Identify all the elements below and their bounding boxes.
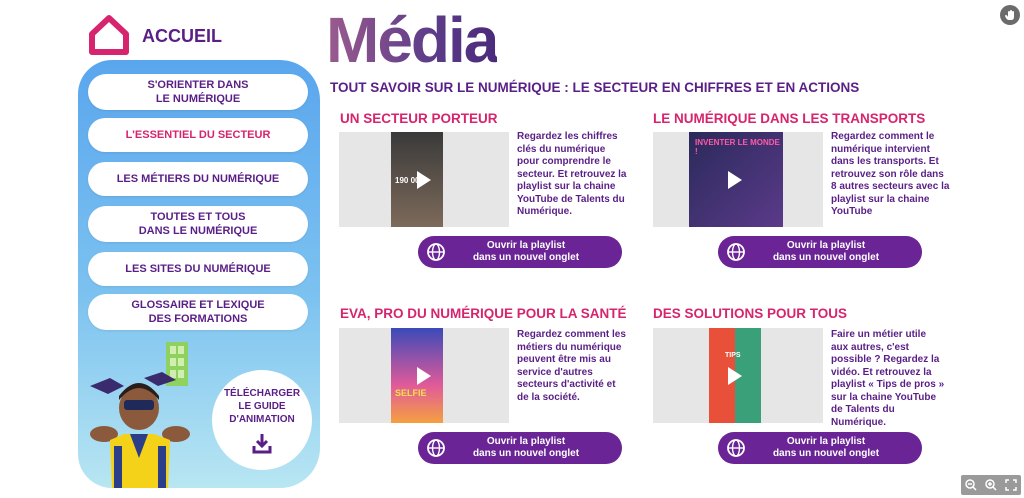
open-playlist-label: Ouvrir la playlist dans un nouvel onglet: [772, 239, 880, 263]
open-playlist-label: Ouvrir la playlist dans un nouvel onglet: [472, 239, 580, 263]
globe-icon: [426, 438, 446, 458]
thumb-caption: SELFIE: [395, 388, 427, 398]
media-title: Média: [326, 4, 498, 76]
globe-icon: [726, 242, 746, 262]
sidebar-item-toutes-et-tous[interactable]: TOUTES ET TOUS DANS LE NUMÉRIQUE: [88, 206, 308, 242]
open-playlist-label: Ouvrir la playlist dans un nouvel onglet: [772, 435, 880, 459]
thumb-caption: 190 000: [395, 176, 424, 185]
sidebar-item-glossaire[interactable]: GLOSSAIRE ET LEXIQUE DES FORMATIONS: [88, 294, 308, 330]
student-illustration: [84, 338, 204, 488]
globe-icon: [426, 242, 446, 262]
card-description: Regardez comment le numérique intervient dans les transports. Et retrouvez son rôle dans 8 autres secteurs avec la playlist sur la chaine YouTube: [831, 131, 950, 217]
card-description: Faire un métier utile aux autres, c'est possible ? Regardez la vidéo. Et retrouvez la playlist « Tips de pros » sur la chaine YouTube de Talents du Numérique.: [831, 329, 945, 428]
sidebar-item-orienter[interactable]: S'ORIENTER DANS LE NUMÉRIQUE: [88, 74, 308, 110]
sidebar-item-sites[interactable]: LES SITES DU NUMÉRIQUE: [88, 252, 308, 286]
video-player-transports[interactable]: [653, 132, 823, 227]
sidebar-item-metiers[interactable]: LES MÉTIERS DU NUMÉRIQUE: [88, 162, 308, 196]
zoom-controls: [961, 475, 1021, 495]
fullscreen-icon[interactable]: [1004, 478, 1018, 492]
video-player-secteur[interactable]: [339, 132, 509, 227]
download-icon: [251, 432, 273, 454]
card-description: Regardez comment les métiers du numérique peuvent être mis au service d'autres secteurs d'activité et de la société.: [517, 329, 626, 403]
globe-icon: [726, 438, 746, 458]
open-playlist-button-transports[interactable]: [718, 236, 922, 268]
thumb-caption: INVENTER LE MONDE !: [695, 138, 780, 156]
page-subtitle: TOUT SAVOIR SUR LE NUMÉRIQUE : LE SECTEUR EN CHIFFRES ET EN ACTIONS: [330, 80, 860, 95]
open-playlist-button-solutions[interactable]: [718, 432, 922, 464]
sidebar-item-essentiel[interactable]: L'ESSENTIEL DU SECTEUR: [88, 118, 308, 152]
play-icon[interactable]: [728, 171, 742, 189]
play-icon[interactable]: [417, 171, 431, 189]
card-title-transports: LE NUMÉRIQUE DANS LES TRANSPORTS: [653, 111, 926, 126]
play-icon[interactable]: [728, 367, 742, 385]
hand-cursor-icon[interactable]: [1000, 5, 1020, 25]
open-playlist-label: Ouvrir la playlist dans un nouvel onglet: [472, 435, 580, 459]
download-guide-button[interactable]: [212, 370, 312, 470]
home-title[interactable]: ACCUEIL: [142, 26, 222, 46]
card-title-solutions: DES SOLUTIONS POUR TOUS: [653, 306, 848, 321]
open-playlist-button-secteur[interactable]: [418, 236, 622, 268]
video-player-solutions[interactable]: [653, 328, 823, 423]
home-logo-icon[interactable]: [86, 12, 132, 58]
card-title-sante: EVA, PRO DU NUMÉRIQUE POUR LA SANTÉ: [340, 306, 627, 321]
card-description: Regardez les chiffres clés du numérique pour comprendre le secteur. Et retrouvez la playlist sur la chaine YouTube de Talents du Numérique.: [517, 131, 627, 217]
video-player-sante[interactable]: [339, 328, 509, 423]
play-icon[interactable]: [417, 367, 431, 385]
download-guide-label: TÉLÉCHARGER LE GUIDE D'ANIMATION: [223, 387, 301, 425]
zoom-out-icon[interactable]: [964, 478, 978, 492]
open-playlist-button-sante[interactable]: [418, 432, 622, 464]
thumb-caption: TIPS: [725, 352, 741, 359]
zoom-in-icon[interactable]: [984, 478, 998, 492]
card-title-secteur: UN SECTEUR PORTEUR: [340, 111, 498, 126]
